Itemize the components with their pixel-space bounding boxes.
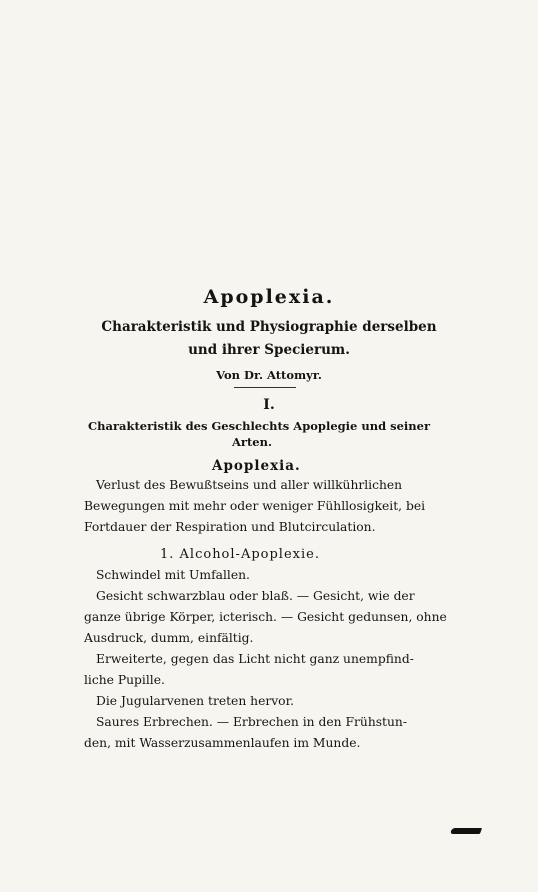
genus-text-line: Bewegungen mit mehr oder weniger Fühllosigkeit, bei [84,499,426,513]
section-heading-line1: Charakteristik des Geschlechts Apoplegie und seiner [88,419,431,433]
genus-text-line: Verlust des Bewußtseins und aller willkührlichen [96,478,403,492]
symptom-line: Gesicht schwarzblau oder blaß. — Gesicht, wie der [96,589,415,603]
genus-text-line: Fortdauer der Respiration und Blutcirculation. [84,520,376,534]
title-divider [234,387,296,388]
symptom-line: Saures Erbrechen. — Erbrechen in den Frühstun- [96,715,407,729]
ink-mark [450,828,482,834]
symptom-line: Die Jugularvenen treten hervor. [96,694,295,708]
symptom-line: den, mit Wasserzusammenlaufen im Munde. [84,736,361,750]
species-heading: 1. Alcohol-Apoplexie. [160,547,320,562]
genus-heading: Apoplexia. [212,458,301,474]
symptom-line: Schwindel mit Umfallen. [96,568,250,582]
symptom-line: Erweiterte, gegen das Licht nicht ganz unempfind- [96,652,414,666]
article-title: Apoplexia. [203,286,335,308]
symptom-line: Ausdruck, dumm, einfältig. [84,631,254,645]
section-heading-line2: Arten. [232,435,272,449]
article-author: Von Dr. Attomyr. [216,368,322,382]
article-subtitle-line1: Charakteristik und Physiographie derselben [101,319,437,335]
section-numeral: I. [263,397,275,413]
symptom-line: liche Pupille. [84,673,165,687]
symptom-line: ganze übrige Körper, icterisch. — Gesicht gedunsen, ohne [84,610,447,624]
article-subtitle-line2: und ihrer Specierum. [188,342,350,358]
